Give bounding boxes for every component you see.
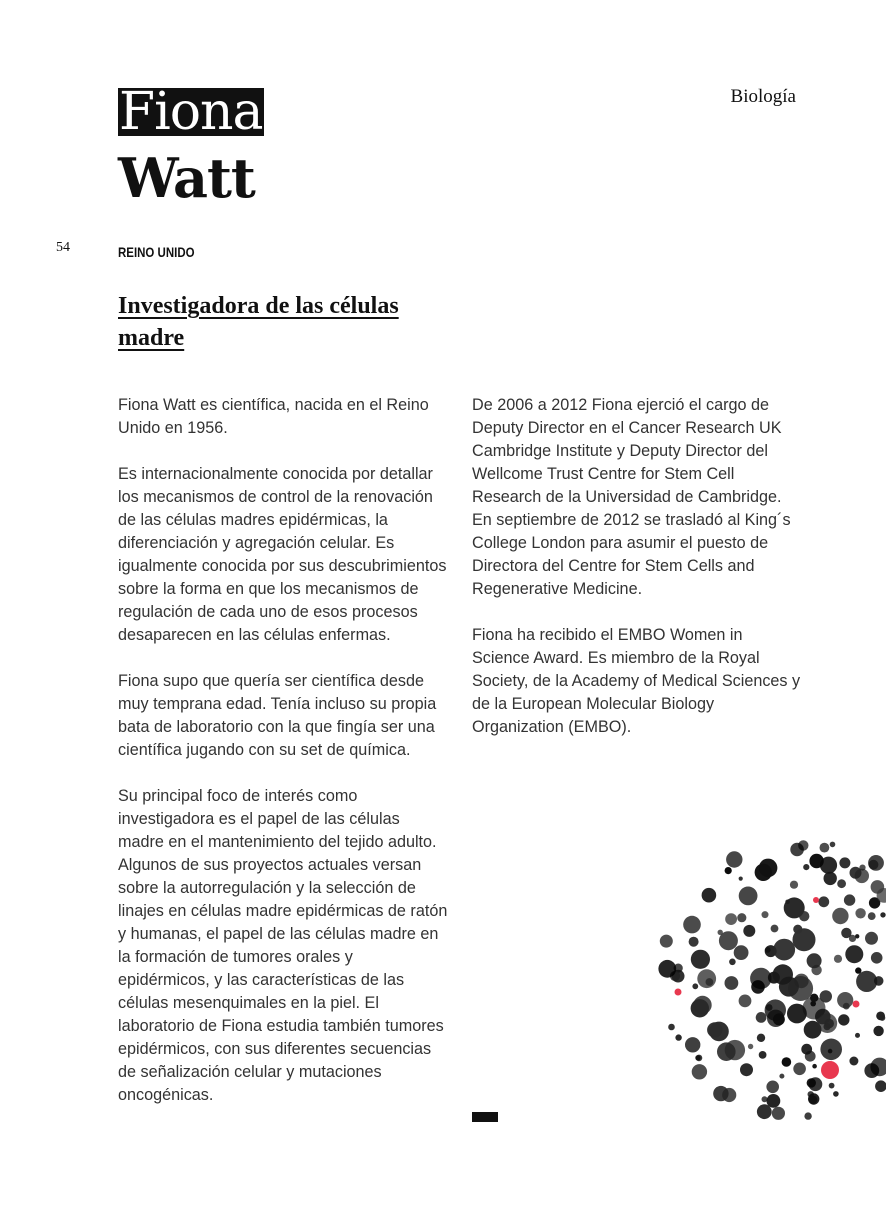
cell-dot	[757, 1034, 765, 1042]
cell-dot	[803, 864, 809, 870]
cell-dot	[693, 996, 711, 1014]
cell-dot	[748, 1044, 753, 1049]
cell-dot	[865, 932, 878, 945]
cell-dot	[685, 1037, 700, 1052]
paragraph: Es internacionalmente conocida por detallar los mecanismos de control de la renovación de las células madres epidérmicas, la diferenciación y agregación celular. Es igualmente conocida por sus descubrimientos sobre la forma en que los mecanismos de regulación de cada uno de esos procesos desaparecen en las células enfermas.	[118, 465, 447, 644]
cell-dot	[855, 1033, 860, 1038]
left-column	[118, 394, 448, 1130]
cell-dot	[833, 1091, 839, 1097]
cell-dot	[785, 900, 790, 905]
cell-dot	[767, 1010, 784, 1027]
cell-dot	[832, 908, 848, 924]
cell-dot	[820, 843, 830, 853]
cell-dot	[837, 879, 846, 888]
cell-dot	[855, 967, 861, 973]
accent-dot	[853, 1001, 860, 1008]
cell-dot	[689, 937, 699, 947]
cell-dot	[799, 911, 809, 921]
cell-dot	[692, 1064, 707, 1079]
cell-dot	[668, 1024, 675, 1031]
cell-dot	[691, 950, 710, 969]
cell-dot	[788, 976, 813, 1001]
cell-dot	[782, 1057, 792, 1067]
cell-dot	[829, 1083, 835, 1089]
cell-dot	[855, 869, 869, 883]
cell-dot	[765, 947, 771, 953]
cell-dot	[845, 945, 863, 963]
cell-dot	[675, 1034, 681, 1040]
page-number: 54	[56, 240, 70, 255]
cell-dot	[725, 913, 737, 925]
cell-dot	[790, 881, 798, 889]
section-label: Biología	[730, 86, 796, 107]
cell-dot	[658, 960, 676, 978]
cell-dot	[772, 1107, 785, 1120]
cell-dot	[695, 1055, 700, 1060]
first-name: Fiona	[119, 82, 263, 142]
cell-dot	[793, 928, 816, 951]
cell-dot	[725, 1040, 745, 1060]
cell-dot	[766, 1081, 779, 1094]
paragraph: Su principal foco de interés como investigadora es el papel de las células madre en el mantenimiento del tejido adulto. Algunos de sus proyectos actuales versan sobre la autorregulación y la selección de linajes en células madre epidérmicas de ratón y humanas, el papel de las células madre en la formación de tumores orales y epidérmicos, y las características de las células mesenquimales en la piel. El laboratorio de Fiona estudia también tumores epidérmicos, con sus diferentes secuencias de señalización celular y mutaciones oncogénicas.	[118, 787, 448, 1104]
cell-dot	[725, 976, 739, 990]
cell-dot	[864, 1063, 879, 1078]
country-label: REINO UNIDO	[118, 244, 195, 260]
cell-dot	[871, 952, 883, 964]
cell-dot	[734, 945, 749, 960]
cell-dot	[879, 1015, 885, 1021]
cell-dot	[697, 969, 716, 988]
paragraph: Fiona Watt es científica, nacida en el Reino Unido en 1956.	[118, 396, 429, 437]
cell-dot	[773, 939, 795, 961]
accent-dot	[813, 897, 819, 903]
cell-dot	[709, 1022, 729, 1042]
cell-dots-illustration	[640, 830, 886, 1130]
cell-dot	[740, 1063, 753, 1076]
cell-dot	[837, 992, 853, 1008]
cell-dot	[773, 964, 793, 984]
cell-dot	[692, 983, 698, 989]
cell-dot	[824, 1019, 834, 1029]
cell-dot	[834, 955, 842, 963]
cell-dot	[869, 860, 879, 870]
cell-dot	[856, 971, 877, 992]
cell-dot	[737, 913, 746, 922]
cell-dot	[762, 911, 769, 918]
headline: Investigadora de las células madre	[118, 293, 399, 351]
cell-dot	[757, 1104, 772, 1119]
cell-dot	[787, 1004, 807, 1024]
cell-dot	[726, 851, 742, 867]
cell-dot	[838, 1014, 849, 1025]
cell-dot	[808, 1093, 819, 1104]
cell-dot	[702, 888, 717, 903]
cell-dot	[830, 842, 836, 848]
cell-dot	[771, 925, 779, 933]
cell-dot	[729, 959, 736, 966]
cell-dot	[811, 965, 821, 975]
cell-dot	[820, 1039, 842, 1061]
cell-dot	[739, 887, 758, 906]
cell-dot	[855, 908, 865, 918]
cell-dot	[849, 1057, 858, 1066]
cell-dot	[810, 994, 818, 1002]
cell-dot	[660, 935, 673, 948]
cell-dot	[812, 1064, 817, 1069]
accent-dot	[821, 1061, 839, 1079]
cell-dot	[818, 896, 829, 907]
last-name: Watt	[118, 146, 255, 210]
cell-dot	[739, 877, 743, 881]
cell-dot	[713, 1086, 728, 1101]
cell-dot	[706, 978, 714, 986]
cell-dot	[756, 1012, 767, 1023]
paragraph: Fiona supo que quería ser científica desde muy temprana edad. Tenía incluso su propia bata de laboratorio con la que fingía ser una científica jugando con su set de química.	[118, 672, 437, 759]
cell-dot	[804, 1112, 811, 1119]
cell-dot	[766, 1004, 773, 1011]
cell-dot	[779, 1074, 784, 1079]
cell-dot	[809, 1077, 823, 1091]
paragraph: De 2006 a 2012 Fiona ejerció el cargo de Deputy Director en el Cancer Research UK Cambridge Institute y Deputy Director del Wellcome Trust Centre for Stem Cell Research de la Universidad de Cambridge. En septiembre de 2012 se trasladó al King´s College London para asumir el puesto de Directora del Centre for Stem Cells and Regenerative Medicine.	[472, 396, 791, 598]
cell-dot	[759, 1051, 767, 1059]
right-column	[472, 394, 802, 762]
cell-dot	[683, 916, 701, 934]
cell-dot	[880, 912, 885, 917]
cell-dot	[841, 928, 851, 938]
end-mark	[472, 1112, 498, 1122]
cell-dot	[801, 1044, 812, 1055]
cell-dot	[868, 912, 876, 920]
cell-dot	[820, 990, 832, 1002]
cell-dot	[844, 894, 855, 905]
cell-dot	[824, 872, 837, 885]
cell-dot	[809, 854, 823, 868]
cell-dot	[751, 980, 765, 994]
cell-dot	[875, 1080, 886, 1092]
cell-dot	[790, 843, 804, 857]
cell-dot	[719, 931, 738, 950]
cell-dot	[739, 995, 752, 1008]
accent-dot	[675, 989, 682, 996]
cell-dot	[873, 1026, 883, 1036]
cell-dot	[839, 857, 850, 868]
cell-dot	[759, 859, 778, 878]
cell-dot	[725, 867, 732, 874]
cell-dot	[743, 925, 755, 937]
cell-dot	[762, 1096, 768, 1102]
paragraph: Fiona ha recibido el EMBO Women in Science Award. Es miembro de la Royal Society, de la Academy of Medical Sciences y de la European Molecular Biology Organization (EMBO).	[472, 626, 801, 736]
cell-dot	[793, 1063, 806, 1076]
